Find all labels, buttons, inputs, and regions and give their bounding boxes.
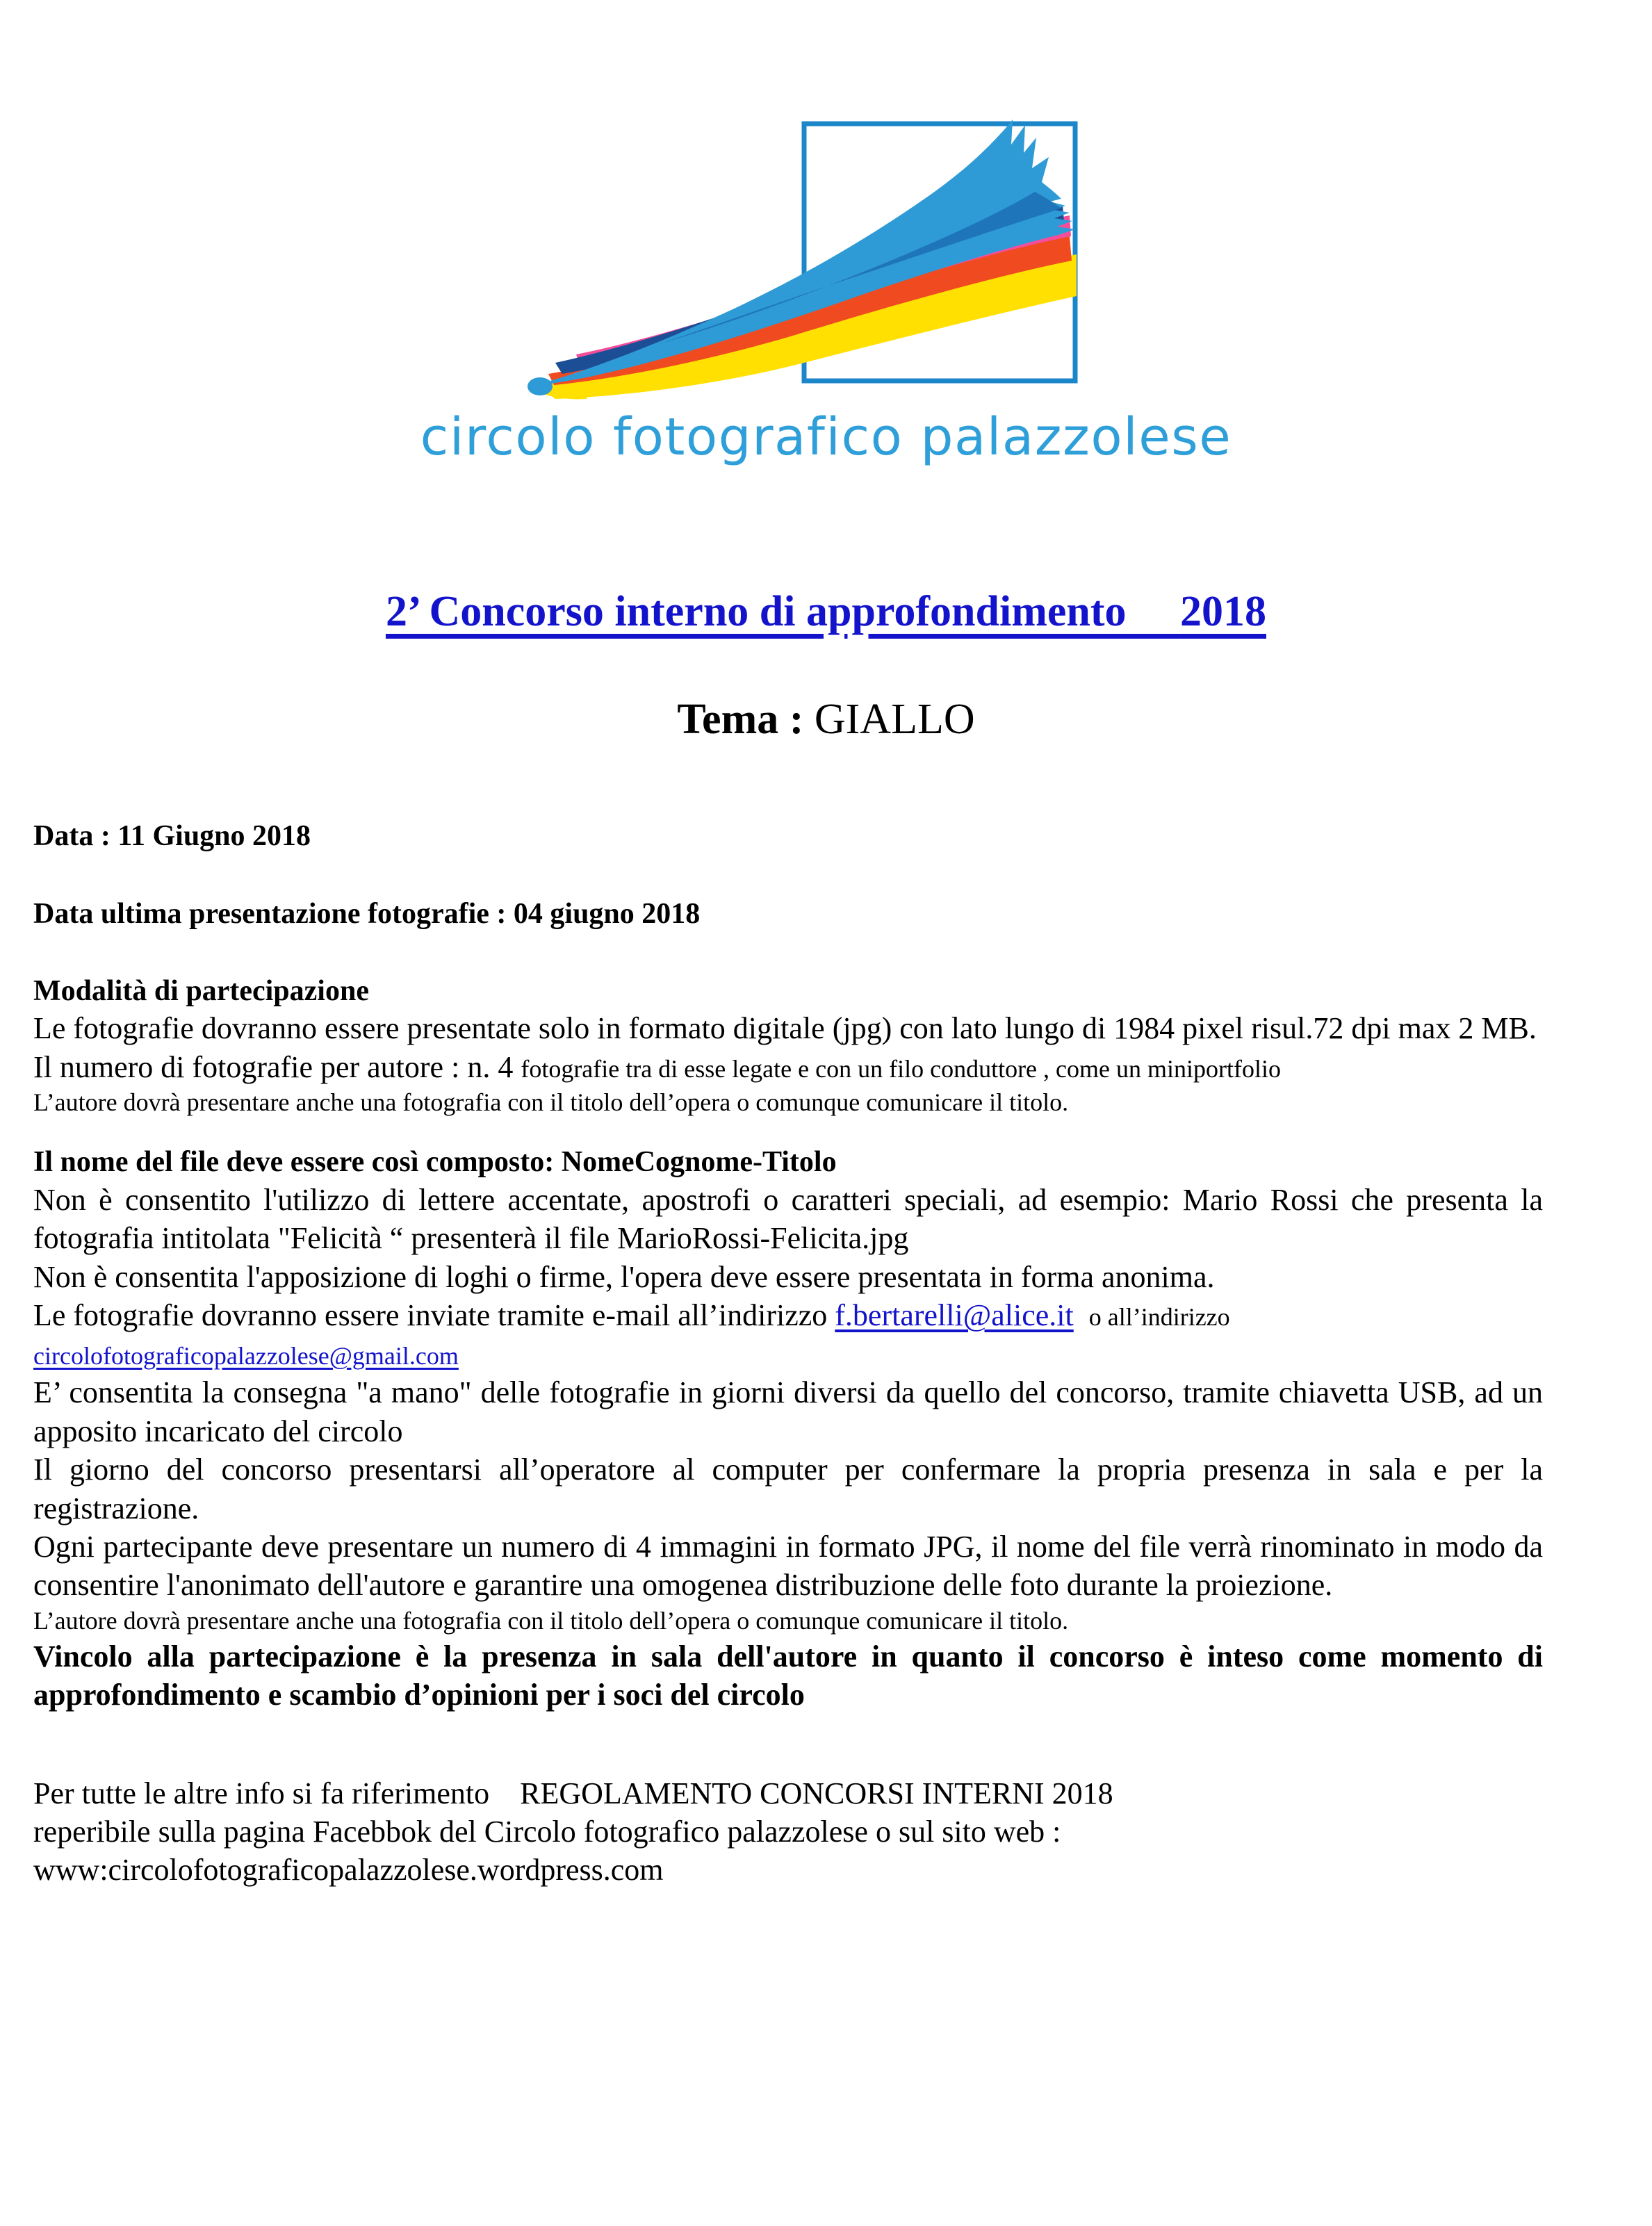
website-line: www:circolofotograficopalazzolese.wordpress.com: [33, 1853, 664, 1888]
theme-value: GIALLO: [814, 696, 975, 743]
nome-file-heading: Il nome del file deve essere così composto: NomeCognome-Titolo: [33, 1146, 837, 1179]
modalita-heading: Modalità di partecipazione: [33, 974, 369, 1007]
info-riferimento-line: [33, 1774, 1543, 1812]
club-logo: [0, 104, 1652, 467]
consegna-mano-paragraph: E’ consentita la consegna "a mano" delle fotografie in giorni diversi da quello del concorso, tramite chiavetta USB, ad un apposito incaricato del circolo: [33, 1375, 1543, 1448]
logo-artwork: [451, 104, 1202, 417]
page-title-text: 2’ Concorso interno di approfondimento: [385, 588, 1127, 635]
loghi-paragraph: Non è consentita l'apposizione di loghi o firme, l'opera deve essere presentata in forma anonima.: [33, 1259, 1215, 1294]
numero-foto-line: [33, 1048, 1543, 1086]
autore-titolo-line-1: L’autore dovrà presentare anche una fotografia con il titolo dell’opera o comunque comunicare il titolo.: [33, 1088, 1069, 1117]
ogni-partecipante-paragraph: Ogni partecipante deve presentare un numero di 4 immagini in formato JPG, il nome del file verrà rinominato in modo da consentire l'anonimato dell'autore e garantire una omogenea distribuzione delle foto durante la proiezione.: [33, 1529, 1543, 1603]
document-body: [33, 817, 1543, 1890]
theme-label: Tema :: [677, 696, 804, 743]
logo-wordmark: circolo fotografico palazzolese: [420, 407, 1232, 467]
page-title: [0, 587, 1652, 637]
email-secondary-line: [33, 1335, 1543, 1373]
page-title-year: 2018: [1180, 588, 1267, 635]
email-link-primary[interactable]: f.bertarelli@alice.it: [835, 1298, 1074, 1333]
numero-foto-small: fotografie tra di esse legate e con un filo conduttore , come un miniportfolio: [521, 1054, 1281, 1083]
invio-email-paragraph: [33, 1296, 1543, 1334]
vincolo-paragraph: Vincolo alla partecipazione è la presenza in sala dell'autore in quanto il concorso è inteso come momento di approfondimento e scambio d’opinioni per i soci del circolo: [33, 1639, 1543, 1712]
modalita-paragraph: Le fotografie dovranno essere presentate solo in formato digitale (jpg) con lato lungo di 1984 pixel risul.72 dpi max 2 MB.: [33, 1011, 1537, 1046]
theme-title: [0, 695, 1652, 744]
giorno-concorso-paragraph: Il giorno del concorso presentarsi all’operatore al computer per confermare la propria presenza in sala e per la registrazione.: [33, 1452, 1543, 1525]
email-link-secondary[interactable]: circolofotograficopalazzolese@gmail.com: [33, 1341, 459, 1370]
info-reperibile-line: reperibile sulla pagina Facebbok del Circolo fotografico palazzolese o sul sito web :: [33, 1814, 1061, 1849]
invio-mid: o all’indirizzo: [1088, 1303, 1230, 1332]
numero-foto-big: Il numero di fotografie per autore : n. 4: [33, 1049, 514, 1084]
nome-file-paragraph: Non è consentito l'utilizzo di lettere accentate, apostrofi o caratteri speciali, ad esempio: Mario Rossi che presenta la fotografia intitolata "Felicità “ presenterà il file MarioRossi-Felicita.jpg: [33, 1183, 1543, 1256]
invio-prefix: Le fotografie dovranno essere inviate tramite e-mail all’indirizzo: [33, 1298, 828, 1333]
info-prefix: Per tutte le altre info si fa riferimento: [33, 1776, 490, 1810]
deadline-date-line: Data ultima presentazione fotografie : 04 giugno 2018: [33, 898, 701, 931]
info-regolamento: REGOLAMENTO CONCORSI INTERNI 2018: [520, 1776, 1113, 1810]
autore-titolo-line-2: L’autore dovrà presentare anche una fotografia con il titolo dell’opera o comunque comunicare il titolo.: [33, 1606, 1069, 1635]
event-date-line: Data : 11 Giugno 2018: [33, 820, 311, 852]
